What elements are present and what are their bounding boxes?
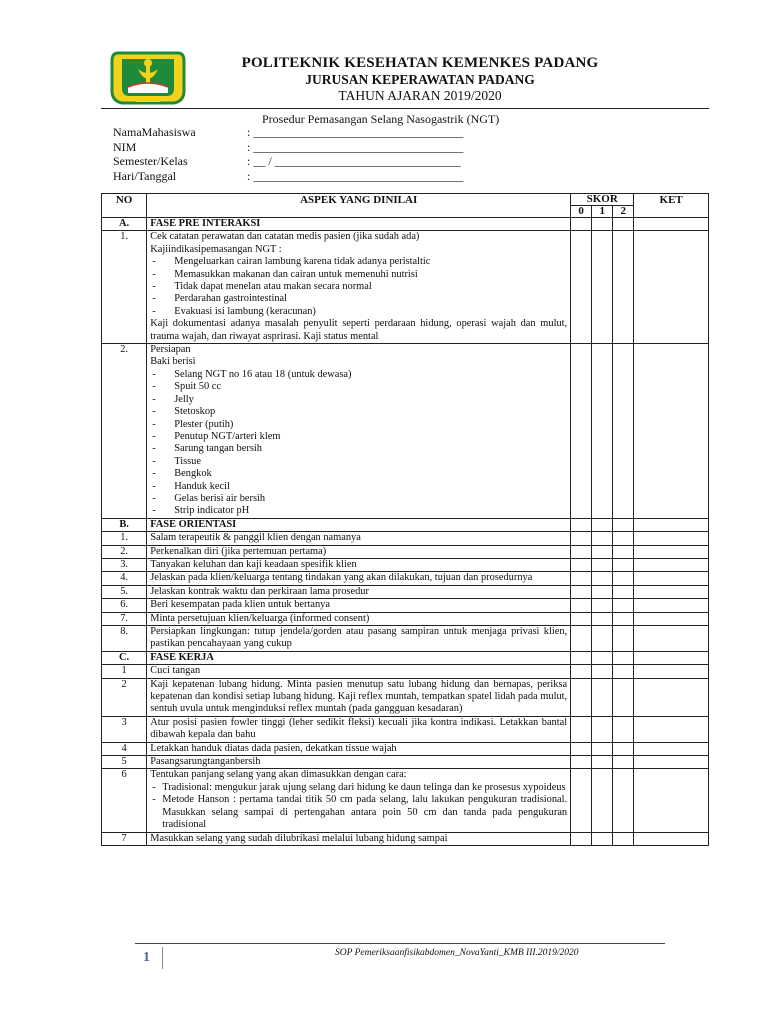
aspect-text: Minta persetujuan klien/keluarga (informed consent) <box>147 612 571 625</box>
col-ket-header: KET <box>634 194 709 218</box>
table-row: 8. Persiapkan lingkungan: tutup jendela/gorden atau pasang sampiran untuk menjaga privasi klien, pastikan pencahayaan yang cukup <box>102 626 709 652</box>
aspect-text: Letakkan handuk diatas dada pasien, dekatkan tissue wajah <box>147 742 571 755</box>
score-cell[interactable] <box>571 572 592 585</box>
score-cell[interactable] <box>592 545 613 558</box>
list-item: - Selang NGT no 16 atau 18 (untuk dewasa) <box>150 369 567 381</box>
procedure-title: Prosedur Pemasangan Selang Nasogastrik (NGT) <box>262 112 500 126</box>
score-cell[interactable] <box>613 665 634 678</box>
score-cell[interactable] <box>613 218 634 231</box>
ket-cell[interactable] <box>634 756 709 769</box>
score-cell[interactable] <box>571 218 592 231</box>
list-item: - Memasukkan makanan dan cairan untuk memenuhi nutrisi <box>150 269 567 281</box>
score-cell[interactable] <box>613 585 634 598</box>
score-cell[interactable] <box>592 599 613 612</box>
aspect-text: Jelaskan pada klien/keluarga tentang tindakan yang akan dilakukan, tujuan dan prosedurnya <box>147 572 571 585</box>
identity-field[interactable]: : ___________________________________ <box>247 139 464 154</box>
equipment-list <box>150 369 567 518</box>
section-title: FASE PRE INTERAKSI <box>147 218 571 231</box>
table-row: 6. Beri kesempatan pada klien untuk bertanya <box>102 599 709 612</box>
skor-2-header: 2 <box>613 206 634 218</box>
ket-cell[interactable] <box>634 716 709 742</box>
list-item: - Gelas berisi air bersih <box>150 493 567 505</box>
score-cell[interactable] <box>592 665 613 678</box>
aspect-text: Perkenalkan diri (jika pertemuan pertama) <box>147 545 571 558</box>
list-item: - Bengkok <box>150 468 567 480</box>
score-cell[interactable] <box>571 769 592 832</box>
score-cell[interactable] <box>613 678 634 716</box>
score-cell[interactable] <box>571 716 592 742</box>
page-number: 1 <box>143 950 150 965</box>
ket-cell[interactable] <box>634 769 709 832</box>
score-cell[interactable] <box>613 651 634 664</box>
table-row: 3 Atur posisi pasien fowler tinggi (leher sedikit fleksi) kecuali jika kontra indikasi. Letakkan bantal dibawah kepala dan bahu <box>102 716 709 742</box>
ket-cell[interactable] <box>634 626 709 652</box>
identity-row: NIM : ___________________________________ <box>113 139 464 154</box>
score-cell[interactable] <box>571 518 592 531</box>
score-cell[interactable] <box>571 832 592 845</box>
section-row: B. FASE ORIENTASI <box>102 518 709 531</box>
ket-cell[interactable] <box>634 545 709 558</box>
aspect-text: Persiapkan lingkungan: tutup jendela/gorden atau pasang sampiran untuk menjaga privasi klien, pastikan pencahayaan yang cukup <box>147 626 571 652</box>
table-row: 1 Cuci tangan <box>102 665 709 678</box>
academic-year: TAHUN AJARAN 2019/2020 <box>338 87 502 103</box>
ket-cell[interactable] <box>634 344 709 519</box>
institution-header <box>200 55 640 103</box>
score-cell[interactable] <box>592 218 613 231</box>
score-cell[interactable] <box>571 678 592 716</box>
list-item: - Mengeluarkan cairan lambung karena tidak adanya peristaltic <box>150 256 567 268</box>
section-title: FASE KERJA <box>147 651 571 664</box>
list-item: - Plester (putih) <box>150 419 567 431</box>
score-cell[interactable] <box>571 231 592 344</box>
method-list <box>150 782 567 832</box>
score-cell[interactable] <box>571 532 592 545</box>
ket-cell[interactable] <box>634 532 709 545</box>
score-cell[interactable] <box>613 572 634 585</box>
table-row: 5 Pasangsarungtanganbersih <box>102 756 709 769</box>
list-item: - Tissue <box>150 456 567 468</box>
identity-field[interactable]: : ___________________________________ <box>247 168 464 183</box>
score-cell[interactable] <box>613 832 634 845</box>
indication-list <box>150 256 567 318</box>
ket-cell[interactable] <box>634 651 709 664</box>
aspect-text: Tentukan panjang selang yang akan dimasukkan dengan cara: - Tradisional: mengukur jarak ujung selang dari hidung ke daun telinga dan ke prosesus xypoideus - Metode Hanson : pertama tandai titik 50 cm pada selang, lalu lakukan pengukuran tradisional. Masukkan selang sampai di pertengahan antara poin 50 cm dan tanda pada pengukuran tradisional <box>147 769 571 832</box>
department-name: JURUSAN KEPERAWATAN PADANG <box>305 72 535 88</box>
score-cell[interactable] <box>613 344 634 519</box>
list-item: - Jelly <box>150 394 567 406</box>
score-cell[interactable] <box>592 832 613 845</box>
aspect-text: Kaji kepatenan lubang hidung. Minta pasien menutup satu lubang hidung dan bernapas, periksa kepatenan dan kondisi setiap lubang hidung. Kaji reflex muntah, tempatkan spatel lidah pada mulut, sentuh uvula untuk menginduksi reflex muntah (pada gangguan kesadaran) <box>147 678 571 716</box>
identity-field[interactable]: : __ / _______________________________ <box>247 154 461 169</box>
aspect-text: Persiapan Baki berisi - Selang NGT no 16 atau 18 (untuk dewasa) - Spuit 50 cc - Jelly - Stetoskop - Plester (putih) - Penutup NGT/arteri klem - Sarung tangan bersih - Tissue - Bengkok - Handuk kecil - Gelas berisi air bersih - Strip indicator pH <box>147 344 571 519</box>
score-cell[interactable] <box>592 344 613 519</box>
score-cell[interactable] <box>592 231 613 344</box>
table-row: 7 Masukkan selang yang sudah dilubrikasi melalui lubang hidung sampai <box>102 832 709 845</box>
skor-0-header: 0 <box>571 206 592 218</box>
score-cell[interactable] <box>613 756 634 769</box>
score-cell[interactable] <box>592 612 613 625</box>
score-cell[interactable] <box>592 558 613 571</box>
score-cell[interactable] <box>571 665 592 678</box>
table-row: 1. Salam terapeutik & panggil klien dengan namanya <box>102 532 709 545</box>
score-cell[interactable] <box>613 742 634 755</box>
ket-cell[interactable] <box>634 742 709 755</box>
score-cell[interactable] <box>613 532 634 545</box>
list-item: - Spuit 50 cc <box>150 381 567 393</box>
score-cell[interactable] <box>592 532 613 545</box>
table-row: 1. Cek catatan perawatan dan catatan medis pasien (jika sudah ada) Kajiindikasipemasangan NGT : - Mengeluarkan cairan lambung karena tidak adanya peristaltic - Memasukkan makanan dan cairan untuk memenuhi nutrisi - Tidak dapat menelan atau makan secara normal - Perdarahan gastrointestinal - Evakuasi isi lambung (keracunan) Kaji dokumentasi adanya masalah penyulit seperti perdaraan hidung, operasi wajah dan mulut, trauma wajah, dan riwayat asprirasi. Kaji status mental <box>102 231 709 344</box>
table-header-row <box>102 194 709 206</box>
poltekkes-logo <box>108 47 188 107</box>
table-row: 7. Minta persetujuan klien/keluarga (informed consent) <box>102 612 709 625</box>
ket-cell[interactable] <box>634 599 709 612</box>
score-cell[interactable] <box>571 545 592 558</box>
list-item: - Handuk kecil <box>150 481 567 493</box>
table-row: 2. Perkenalkan diri (jika pertemuan pertama) <box>102 545 709 558</box>
aspect-text: Cuci tangan <box>147 665 571 678</box>
col-no-header: NO <box>102 194 147 218</box>
section-title: FASE ORIENTASI <box>147 518 571 531</box>
score-cell[interactable] <box>592 626 613 652</box>
score-cell[interactable] <box>571 742 592 755</box>
list-item: - Stetoskop <box>150 406 567 418</box>
aspect-text: Jelaskan kontrak waktu dan perkiraan lama prosedur <box>147 585 571 598</box>
ket-cell[interactable] <box>634 832 709 845</box>
score-cell[interactable] <box>613 545 634 558</box>
score-cell[interactable] <box>592 518 613 531</box>
score-cell[interactable] <box>571 756 592 769</box>
score-cell[interactable] <box>571 344 592 519</box>
table-row: 2 Kaji kepatenan lubang hidung. Minta pasien menutup satu lubang hidung dan bernapas, periksa kepatenan dan kondisi setiap lubang hidung. Kaji reflex muntah, tempatkan spatel lidah pada mulut, sentuh uvula untuk menginduksi reflex muntah (pada gangguan kesadaran) <box>102 678 709 716</box>
table-row: 6 Tentukan panjang selang yang akan dimasukkan dengan cara: - Tradisional: mengukur jarak ujung selang dari hidung ke daun telinga dan ke prosesus xypoideus - Metode Hanson : pertama tandai titik 50 cm pada selang, lalu lakukan pengukuran tradisional. Masukkan selang sampai di pertengahan antara poin 50 cm dan tanda pada pengukuran tradisional <box>102 769 709 832</box>
aspect-text: Salam terapeutik & panggil klien dengan namanya <box>147 532 571 545</box>
score-cell[interactable] <box>592 742 613 755</box>
identity-row: Hari/Tanggal : ___________________________________ <box>113 168 464 183</box>
score-cell[interactable] <box>592 585 613 598</box>
list-item: - Tradisional: mengukur jarak ujung selang dari hidung ke daun telinga dan ke prosesus xypoideus <box>150 782 567 794</box>
aspect-text: Atur posisi pasien fowler tinggi (leher sedikit fleksi) kecuali jika kontra indikasi. Letakkan bantal dibawah kepala dan bahu <box>147 716 571 742</box>
section-row: C. FASE KERJA <box>102 651 709 664</box>
score-cell[interactable] <box>613 558 634 571</box>
aspect-text: Beri kesempatan pada klien untuk bertanya <box>147 599 571 612</box>
score-cell[interactable] <box>571 585 592 598</box>
aspect-text: Pasangsarungtanganbersih <box>147 756 571 769</box>
table-row: 2. Persiapan Baki berisi - Selang NGT no 16 atau 18 (untuk dewasa) - Spuit 50 cc - Jelly - Stetoskop - Plester (putih) - Penutup NGT/arteri klem - Sarung tangan bersih - Tissue - Bengkok - Handuk kecil - Gelas berisi air bersih - Strip indicator pH <box>102 344 709 519</box>
table-row: 4 Letakkan handuk diatas dada pasien, dekatkan tissue wajah <box>102 742 709 755</box>
list-item: - Penutup NGT/arteri klem <box>150 431 567 443</box>
ket-cell[interactable] <box>634 231 709 344</box>
table-row: 4. Jelaskan pada klien/keluarga tentang tindakan yang akan dilakukan, tujuan dan prosedurnya <box>102 572 709 585</box>
score-cell[interactable] <box>613 626 634 652</box>
ket-cell[interactable] <box>634 572 709 585</box>
student-identity <box>113 125 463 183</box>
section-row: A. FASE PRE INTERAKSI <box>102 218 709 231</box>
ket-cell[interactable] <box>634 218 709 231</box>
score-cell[interactable] <box>592 769 613 832</box>
score-cell[interactable] <box>613 612 634 625</box>
assessment-table <box>101 193 709 846</box>
identity-row: NamaMahasiswa : ___________________________________ <box>113 125 464 139</box>
list-item: - Strip indicator pH <box>150 505 567 517</box>
score-cell[interactable] <box>571 626 592 652</box>
score-cell[interactable] <box>592 756 613 769</box>
col-aspek-header: ASPEK YANG DINILAI <box>147 194 571 218</box>
skor-1-header: 1 <box>592 206 613 218</box>
aspect-text: Tanyakan keluhan dan kaji keadaan spesifik klien <box>147 558 571 571</box>
score-cell[interactable] <box>571 558 592 571</box>
list-item: - Evakuasi isi lambung (keracunan) <box>150 306 567 318</box>
table-row: 5. Jelaskan kontrak waktu dan perkiraan lama prosedur <box>102 585 709 598</box>
score-cell[interactable] <box>571 651 592 664</box>
score-cell[interactable] <box>613 231 634 344</box>
ket-cell[interactable] <box>634 585 709 598</box>
ket-cell[interactable] <box>634 612 709 625</box>
score-cell[interactable] <box>613 599 634 612</box>
aspect-text: Cek catatan perawatan dan catatan medis pasien (jika sudah ada) Kajiindikasipemasangan NGT : - Mengeluarkan cairan lambung karena tidak adanya peristaltic - Memasukkan makanan dan cairan untuk memenuhi nutrisi - Tidak dapat menelan atau makan secara normal - Perdarahan gastrointestinal - Evakuasi isi lambung (keracunan) Kaji dokumentasi adanya masalah penyulit seperti perdaraan hidung, operasi wajah dan mulut, trauma wajah, dan riwayat asprirasi. Kaji status mental <box>147 231 571 344</box>
ket-cell[interactable] <box>634 665 709 678</box>
score-cell[interactable] <box>592 678 613 716</box>
list-item: - Tidak dapat menelan atau makan secara normal <box>150 281 567 293</box>
list-item: - Perdarahan gastrointestinal <box>150 293 567 305</box>
col-skor-header: SKOR <box>571 194 634 206</box>
score-cell[interactable] <box>613 769 634 832</box>
score-cell[interactable] <box>571 599 592 612</box>
header-rule <box>101 108 709 109</box>
identity-field[interactable]: : ___________________________________ <box>247 125 464 139</box>
table-row: 3. Tanyakan keluhan dan kaji keadaan spesifik klien <box>102 558 709 571</box>
footer-divider <box>162 947 163 969</box>
score-cell[interactable] <box>592 572 613 585</box>
footer-rule <box>135 943 665 944</box>
score-cell[interactable] <box>613 716 634 742</box>
score-cell[interactable] <box>571 612 592 625</box>
aspect-text: Masukkan selang yang sudah dilubrikasi melalui lubang hidung sampai <box>147 832 571 845</box>
footer-note: SOP Pemeriksaanfisikabdomen_NovaYanti_KMB III.2019/2020 <box>335 948 579 958</box>
score-cell[interactable] <box>592 716 613 742</box>
score-cell[interactable] <box>592 651 613 664</box>
list-item: - Sarung tangan bersih <box>150 443 567 455</box>
identity-row: Semester/Kelas : __ / _______________________________ <box>113 154 461 169</box>
list-item: - Metode Hanson : pertama tandai titik 50 cm pada selang, lalu lakukan pengukuran tradisional. Masukkan selang sampai di pertengahan antara poin 50 cm dan tanda pada pengukuran tradisional <box>150 794 567 831</box>
ket-cell[interactable] <box>634 518 709 531</box>
score-cell[interactable] <box>613 518 634 531</box>
institution-name: POLITEKNIK KESEHATAN KEMENKES PADANG <box>241 55 599 71</box>
ket-cell[interactable] <box>634 558 709 571</box>
ket-cell[interactable] <box>634 678 709 716</box>
